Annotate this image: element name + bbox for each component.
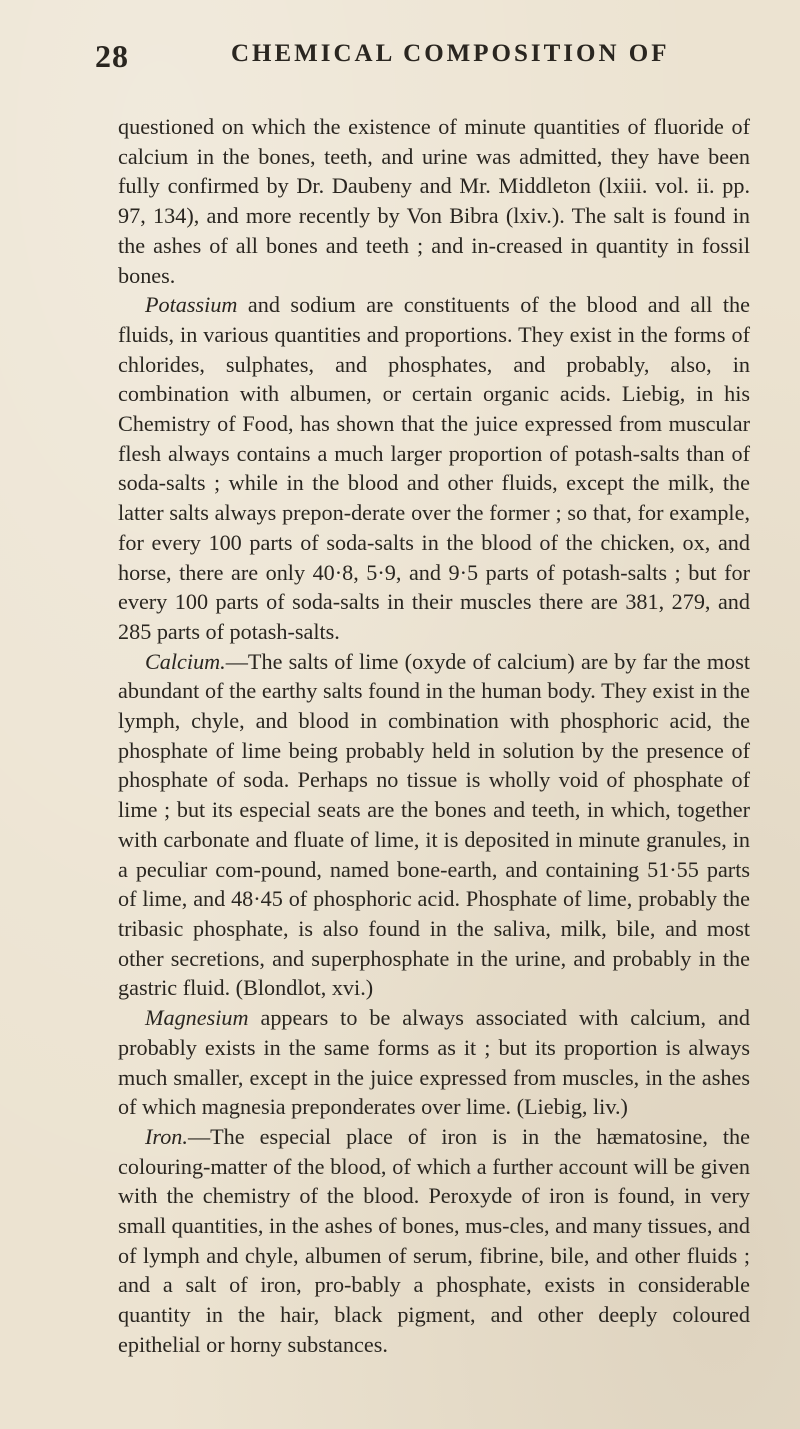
running-head: CHEMICAL COMPOSITION OF <box>231 40 670 67</box>
paragraph-text: and sodium are constituents of the blood and all the fluids, in various quantities and proportions. They exist in the forms of chlorides, sulphates, and phosphates, and probably, also, in combination with albumen, or certain organic acids. Liebig, in his Chemistry of Food, has shown that the juice expressed from muscular flesh always contains a much larger proportion of potash-salts than of soda-salts ; while in the blood and other fluids, except the milk, the latter salts always prepon-derate over the former ; so that, for example, for every 100 parts of soda-salts in the blood of the chicken, ox, and horse, there are only 40·8, 5·9, and 9·5 parts of potash-salts ; but for every 100 parts of soda-salts in their muscles there are 381, 279, and 285 parts of potash-salts. <box>118 292 750 644</box>
paragraph-magnesium <box>118 1003 750 1122</box>
paragraph-lead: Calcium. <box>145 648 226 674</box>
paragraph-text: appears to be always associated with calcium, and probably exists in the same forms as it ; but its proportion is always much smaller, except in the juice expressed from muscles, in the ashes of which magnesia preponderates over lime. (Liebig, liv.) <box>118 1005 750 1120</box>
paragraph-calcium <box>118 647 750 1003</box>
page-number: 28 <box>95 38 129 74</box>
paragraph-text: —The especial place of iron is in the hæmatosine, the colouring-matter of the blood, of which a further account will be given with the chemistry of the blood. Peroxyde of iron is found, in very small quantities, in the ashes of bones, mus-cles, and many tissues, and of lymph and chyle, albumen of serum, fibrine, bile, and other fluids ; and a salt of iron, pro-bably a phosphate, exists in considerable quantity in the hair, black pigment, and other deeply coloured epithelial or horny substances. <box>118 1123 750 1357</box>
paragraph-text: questioned on which the existence of minute quantities of fluoride of calcium in the bones, teeth, and urine was admitted, they have been fully confirmed by Dr. Daubeny and Mr. Middleton (lxiii. vol. ii. pp. 97, 134), and more recently by Von Bibra (lxiv.). The salt is found in the ashes of all bones and teeth ; and in-creased in quantity in fossil bones. <box>118 114 750 288</box>
page-header <box>95 30 738 74</box>
paragraph-lead: Potassium <box>145 292 238 318</box>
paragraph-lead: Iron. <box>145 1123 188 1149</box>
paragraph-potassium <box>118 290 750 646</box>
paragraph-fluoride <box>118 112 750 290</box>
paragraph-text: —The salts of lime (oxyde of calcium) are by far the most abundant of the earthy salts found in the human body. They exist in the lymph, chyle, and blood in combination with phosphoric acid, the phosphate of lime being probably held in solution by the presence of phosphate of soda. Perhaps no tissue is wholly void of phosphate of lime ; but its especial seats are the bones and teeth, in which, together with carbonate and fluate of lime, it is deposited in minute granules, in a peculiar com-pound, named bone-earth, and containing 51·55 parts of lime, and 48·45 of phosphoric acid. Phosphate of lime, probably the tribasic phosphate, is also found in the saliva, milk, bile, and most other secretions, and superphosphate in the urine, and probably in the gastric fluid. (Blondlot, xvi.) <box>118 648 750 1001</box>
body-text <box>118 112 750 1360</box>
paragraph-iron <box>118 1122 750 1360</box>
paragraph-lead: Magnesium <box>145 1005 249 1031</box>
